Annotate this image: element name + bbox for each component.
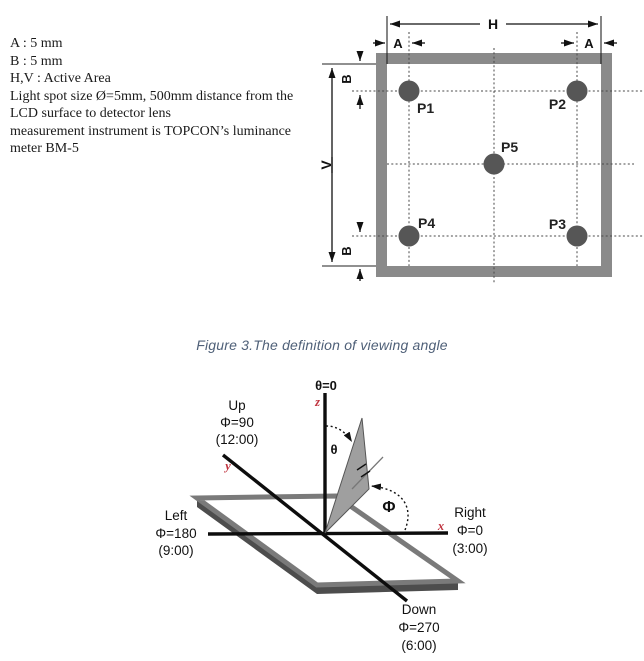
v-dimension-label: V — [318, 160, 334, 170]
a-dimension-label: A — [393, 36, 403, 51]
down-name: Down — [401, 602, 437, 617]
dimension-B-bottom — [339, 222, 360, 281]
h-dimension-label: H — [487, 16, 499, 32]
spec-note-line: Light spot size Ø=5mm, 500mm distance from the — [10, 88, 294, 104]
lcd-surface — [197, 496, 458, 585]
spec-note-line: H,V : Active Area — [10, 71, 111, 86]
right-phi: Φ=0 — [456, 523, 484, 538]
z-axis-label: z — [315, 395, 320, 409]
dimension-A-right — [561, 36, 617, 51]
point-p1 — [399, 81, 420, 102]
direction-left — [155, 508, 196, 558]
right-name: Right — [454, 505, 486, 520]
spec-note-line: B : 5 mm — [10, 53, 63, 69]
dimension-A-left — [373, 36, 425, 51]
theta-label: θ — [330, 442, 338, 457]
direction-up — [216, 398, 259, 447]
up-phi: Φ=90 — [220, 415, 254, 430]
point-label-p3: P3 — [548, 216, 566, 232]
spec-note-line: A : 5 mm — [10, 36, 63, 51]
y-axis-label: y — [225, 459, 231, 473]
up-clock: (12:00) — [215, 432, 259, 447]
point-p2 — [567, 81, 588, 102]
point-label-p1: P1 — [417, 100, 435, 116]
point-p3 — [567, 226, 588, 247]
direction-down — [398, 602, 439, 653]
point-label-p5: P5 — [501, 139, 519, 155]
theta-arc — [326, 426, 352, 442]
left-phi: Φ=180 — [155, 526, 197, 541]
point-p4 — [399, 226, 420, 247]
theta-zero-label: θ=0 — [315, 378, 337, 393]
up-name: Up — [228, 398, 246, 413]
spec-note-line: measurement instrument is TOPCON’s luminance — [10, 123, 292, 139]
viewing-angle-diagram — [155, 378, 487, 653]
direction-right — [452, 505, 487, 556]
a-dimension-label: A — [584, 36, 594, 51]
x-axis-label: x — [437, 519, 445, 533]
measurement-points-diagram — [318, 16, 643, 284]
spec-note-line: LCD surface to detector lens — [10, 106, 171, 121]
left-name: Left — [164, 508, 188, 523]
dimension-H — [390, 16, 598, 32]
left-clock: (9:00) — [158, 543, 194, 558]
b-dimension-label: B — [339, 246, 354, 256]
point-label-p2: P2 — [548, 96, 566, 112]
point-label-p4: P4 — [418, 215, 436, 231]
down-clock: (6:00) — [401, 638, 437, 653]
right-clock: (3:00) — [452, 541, 488, 556]
down-phi: Φ=270 — [398, 620, 440, 635]
dimension-B-top — [339, 52, 360, 109]
phi-label: Φ — [382, 499, 396, 516]
spec-note-line: meter BM-5 — [10, 141, 79, 156]
point-p5 — [484, 154, 505, 175]
dimension-V — [318, 68, 334, 262]
figure-caption: Figure 3.The definition of viewing angle — [196, 337, 448, 353]
b-dimension-label: B — [339, 74, 354, 84]
x-axis-line — [208, 533, 448, 534]
